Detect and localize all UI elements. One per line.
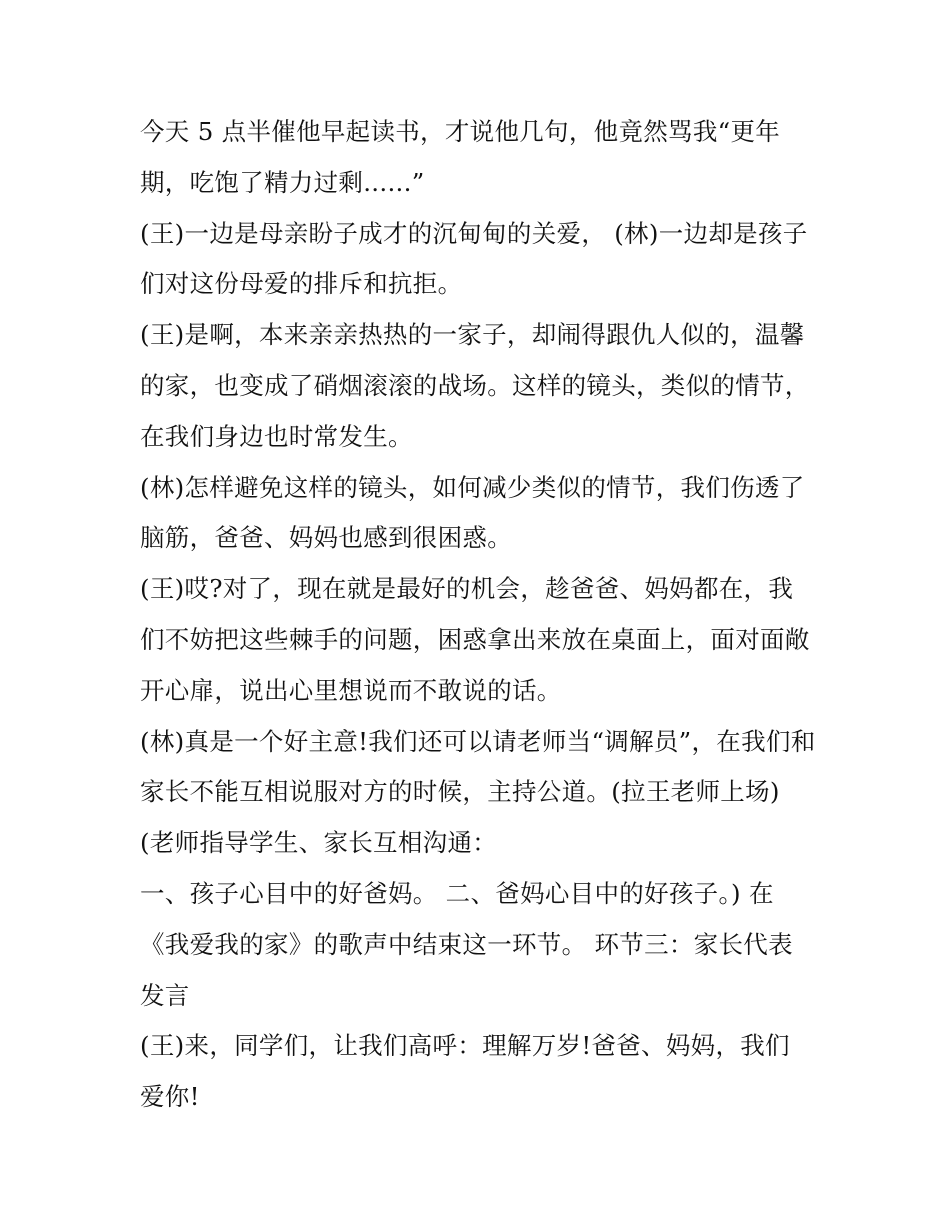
text-line: 发言: [140, 980, 190, 1010]
text-line: (林)真是一个好主意!我们还可以请老师当“调解员”，在我们和: [140, 726, 816, 756]
text-line: (王)哎?对了，现在就是最好的机会，趁爸爸、妈妈都在，我: [140, 574, 794, 604]
text-line: 家长不能互相说服对方的时候，主持公道。(拉王老师上场): [140, 777, 780, 807]
text-line: 脑筋，爸爸、妈妈也感到很困惑。: [140, 523, 512, 553]
document-body: [140, 107, 820, 1123]
text-line: 们对这份母爱的排斥和抗拒。: [140, 269, 463, 299]
text-line: 期，吃饱了精力过剩......”: [140, 167, 425, 197]
text-line: 在我们身边也时常发生。: [140, 421, 413, 451]
text-line: 的家，也变成了硝烟滚滚的战场。这样的镜头，类似的情节，: [140, 370, 810, 400]
text-line: (林)怎样避免这样的镜头，如何减少类似的情节，我们伤透了: [140, 472, 805, 502]
text-line: (王)是啊，本来亲亲热热的一家子，却闹得跟仇人似的，温馨: [140, 320, 805, 350]
text-line: 开心扉，说出心里想说而不敢说的话。: [140, 675, 562, 705]
text-line: 《我爱我的家》的歌声中结束这一环节。 环节三：家长代表: [140, 929, 793, 959]
text-line: 一、孩子心目中的好爸妈。 二、爸妈心目中的好孩子。) 在: [140, 878, 774, 908]
text-line: (王)一边是母亲盼子成才的沉甸甸的关爱， (林)一边却是孩子: [140, 218, 808, 248]
text-line: 们不妨把这些棘手的问题，困惑拿出来放在桌面上，面对面敞: [140, 624, 810, 654]
text-line: 今天 5 点半催他早起读书，才说他几句，他竟然骂我“更年: [140, 117, 781, 146]
text-line: 爱你!: [140, 1082, 200, 1112]
text-line: (王)来，同学们，让我们高呼：理解万岁!爸爸、妈妈，我们: [140, 1031, 790, 1061]
text-line: (老师指导学生、家长互相沟通：: [140, 828, 498, 858]
